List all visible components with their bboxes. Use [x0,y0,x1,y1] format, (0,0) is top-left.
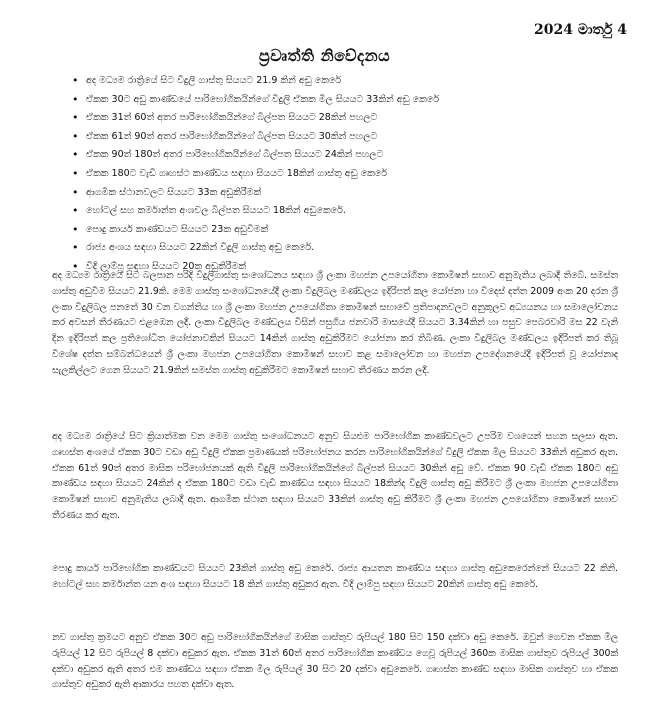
highlights-list [72,72,552,277]
release-date: 2024 මාර්තු 4 [534,22,627,38]
list-item: • රාජ්‍ය අංශය සඳහා සියයට 22කින් විදුලි ගාස්තු අඩු කෙරේ. [72,239,552,258]
list-item: • ආගමික ස්ථානවලට සියයට 33ක අඩුකිරීමක් [72,184,552,203]
page-title: ප්‍රවෘත්ති නිවේදනය [258,46,391,65]
paragraph-other-sectors: පොදු කාර්ය පාරිභෝගික කාණ්ඩයට සියයට 23කින් ගාස්තු අඩු කෙරේ. රාජ්‍ය ආයතන කාණ්ඩය සඳහා ගාස්තු අඩුකෙරෙන්නේ සියයට 22 කිනි. හෝටල් සහ කර්මාන්ත යන අංශ සඳහා සියයට 18 කින් ගාස්තු අඩුකර ඇත. වීදි ලාම්පු සඳහා සියයට 20කින් ගාස්තු අඩු කෙරේ. [52,563,618,590]
list-item: • ඒකක 31ත් 60ත් අතර පාරිභෝගිකයින්ගේ බිල්පත සියයට 28කින් පහලට [72,109,552,128]
paragraph-household-relief: අද මධ්‍යම රාත්‍රියේ සිට ක්‍රියාත්මක වන මෙම ගාස්තු සංශෝධනයට අනුව සියළුම පාරිභෝගික කාණ්ඩවලට උපරිම වශයෙන් සහන සලසා ඇත. ගෘහස්ත අංශයේ ඒකක 30ට වඩා අඩු විදුලි ඒකක ප්‍රමාණයක් පරිභෝජනය කරන පාරිභෝගිකයින්ගේ විදුලි ඒකක මිල සියයට 33කින් අඩුකර ඇත. ඒකක 61ත් 90ත් අතර මාසික පරිභෝජනයක් ඇති විදුලි පාරිභෝගිකයින්ගේ බිල්පත් සියයට 30කින් අඩු වේ. ඒකක 90 වැඩි ඒකක 180ට අඩු කාණ්ඩය සඳහා සියයට 24කින් ද ඒකක 180ට වඩා වැඩි කාණ්ඩය සඳහා සියයට 18කින්ද විදුලි ගාස්තු අඩු කිරීමට ශ්‍රී ලංකා මහජන උපයෝගිතා කොමිෂන් සභාව අනුමැතිය ලබාදී ඇත. ආගමික ස්ථාන සඳහා සියයට 33කින් ගාස්තු අඩු කිරීමට ශ්‍රී ලංකා මහජන උපයෝගිතා කොමිෂන් සභාව තීරණය කර ඇත. [52,431,618,521]
list-item: • ඒකක 61ත් 90ත් අතර පාරිභෝගිකයින්ගේ බිල්පත සියයට 30කින් පහලට [72,128,552,147]
list-item: • පොදු කාර්ය කාණ්ඩයට සියයට 23ක අඩුවීමක් [72,221,552,240]
list-item: • අද මධ්‍යම රාත්‍රියේ සිට විදුලි ගාස්තු සියයට 21.9 කින් අඩු කෙරේ [72,72,552,91]
list-item: • වීදි ලාම්පු සඳහා සියයට 20ක අඩුකිරීමක් [72,258,552,277]
paragraph-new-tariff: නව ගාස්තු ක්‍රමයට අනුව ඒකක 30ට අඩු පාරිභෝගිකයින්ගේ මාසික ගාස්තුව රුපියල් 180 සිට 150 දක්වා අඩු කෙරේ. ඔවුන් ගෙවන ඒකක මිල රුපියල් 12 සිට රුපියල් 8 දක්වා අඩුකර ඇත. ඒකක 31ත් 60ත් අතර පාරිභෝගික කාණ්ඩය ගෙවූ රුපියල් 360ක මාසික ගාස්තුව රුපියල් 300ක් දක්වා අඩුකර ඇති අතර එම කාණ්ඩය සඳහා ඒකක මිල රුපියල් 30 සිට 20 දක්වා අඩුකෙරේ. ගෘහස්ත කාණ්ඩ සඳහා මාසික ගාස්තුව හා ඒකක ගාස්තුව අඩුකර ඇති ආකාරය පහත දක්වා ඇත. [52,632,618,691]
list-item: • ඒකක 90ත් 180ත් අතර පාරිභෝගිකයින්ගේ බිල්පත සියයට 24කින් පහලට [72,146,552,165]
list-item: • ඒකක 30ට අඩු කාණ්ඩයේ පාරිභෝගිකයින්ගේ විදුලි ඒකක මිල සියයට 33කින් අඩු කෙරේ [72,91,552,110]
list-item: • ඒකක 180ට වැඩි ගෘහස්ථ කාණ්ඩය සඳහා සියයට 18කින් ගාස්තු අඩු කෙරේ [72,165,552,184]
paragraph-approval: අද මධ්‍යම රාත්‍රියේ සිට බලපාන පරිදි විදුලිගාස්තු සංශෝධනය සඳහා ශ්‍රී ලංකා මහජන උපයෝගිතා කොමිෂන් සභාව අනුමැතිය ලබාදී තිබේ. සමස්ත ගාස්තු අඩුවීම සියයට 21.9කි. මෙම ගාස්තු සංශෝධනයේදී ලංකා විදුලිබල මණ්ඩලය ඉදිරිපත් කල යෝජනා හා විදෙස් දත්ත 2009 අංක 20 දරන ශ්‍රී ලංකා විදුලිබල පනතේ 30 වන වගන්තිය හා ශ්‍රී ලංකා මහජන උපයෝගිතා කොමිෂන් සභාවේ ප්‍රතිපාදනවලට අනුකූලව අධ්‍යයනය හා සමාලෝචනය කර අවසන් තීරණයට එළඹෙන ලදී. ලංකා විදුලිබල මණ්ඩලය විසින් පසුගිය ජනවාරි මාසයේදී සියයට 3.34කින් හා පසුව පෙබරවාරි මස 22 වැනි දින ඉදිරිපත් කල ප්‍රතිශෝධිත යෝජනාවකින් සියයට 14කින් ගාස්තු අඩුකිරීමට යෝජනා කර තිබිණ. ලංකා විදුලිබල මණ්ඩලය ඉදිරිපත් කර තිබූ විශේෂ දත්ත සම්බන්ධයෙන් ශ්‍රී ලංකා මහජන උපයෝගිතා කොමිෂන් සභාව කළ සමාලෝචන හා මහජන උපදේශනයේදී ඉදිරිපත් වූ යෝජනාද සැලකිල්ලට ගෙන සියයට 21.9කින් සමස්ත ගාස්තු අඩුකිරීමට කොමිෂන් සභාව තීරණය කරන ලදී. [52,270,619,376]
list-item: • හෝටල් සහ කර්මාන්ත අංශවල බිල්පත සියයට 18කින් අඩුකෙරේ. [72,202,552,221]
